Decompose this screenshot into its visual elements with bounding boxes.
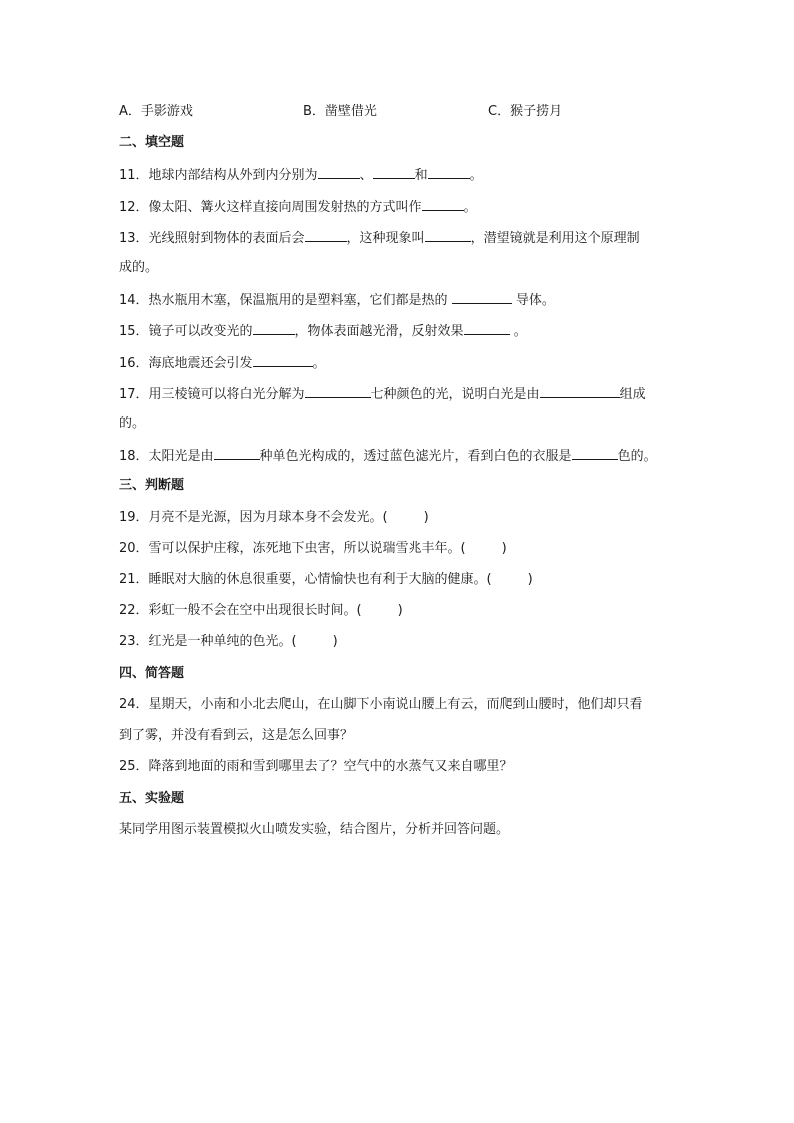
question-17-cont: 的。 [119, 416, 146, 431]
option-b: B．凿壁借光 [303, 104, 377, 119]
q21-text: 21．睡眠对大脑的休息很重要，心情愉快也有利于大脑的健康。( [119, 572, 492, 587]
q15-text: 15．镜子可以改变光的 [119, 324, 253, 339]
q15-end: 。 [509, 324, 527, 339]
answer-blank[interactable] [253, 354, 313, 367]
answer-blank[interactable] [305, 229, 347, 242]
q11-end: 。 [469, 168, 483, 183]
q23-close: ) [332, 634, 338, 649]
answer-blank[interactable] [253, 322, 295, 335]
option-c: C．猴子捞月 [488, 104, 563, 119]
answer-blank[interactable] [540, 385, 620, 398]
answer-blank[interactable] [428, 166, 470, 179]
section-title-short-answer: 四、简答题 [119, 666, 185, 681]
q17-mid: 七种颜色的光，说明白光是由 [370, 387, 540, 402]
q13-mid: ，这种现象叫 [346, 231, 425, 246]
question-17 [119, 385, 646, 403]
q16-end: 。 [312, 356, 326, 371]
question-14 [119, 291, 555, 309]
section-title-fill-in: 二、填空题 [119, 135, 185, 150]
question-13 [119, 229, 640, 247]
q17-post: 组成 [619, 387, 646, 402]
q20-close: ) [501, 541, 507, 556]
q23-text: 23．红光是一种单纯的色光。( [119, 634, 297, 649]
question-19 [119, 510, 429, 526]
q11-text: 11．地球内部结构从外到内分别为 [119, 168, 318, 183]
question-25: 25．降落到地面的雨和雪到哪里去了？空气中的水蒸气又来自哪里？ [119, 759, 513, 774]
section-title-experiment: 五、实验题 [119, 791, 185, 806]
question-13-cont: 成的。 [119, 260, 159, 275]
question-24-cont: 到了雾，并没有看到云，这是怎么回事？ [119, 728, 354, 743]
q13-post: ，潜望镜就是利用这个原理制 [470, 231, 640, 246]
q22-close: ) [397, 603, 403, 618]
question-15 [119, 322, 527, 340]
q18-mid: 种单色光构成的，透过蓝色滤光片，看到白色的衣服是 [259, 449, 572, 464]
question-12 [119, 198, 477, 216]
answer-blank[interactable] [572, 447, 618, 460]
answer-blank[interactable] [452, 291, 512, 304]
q13-text: 13．光线照射到物体的表面后会 [119, 231, 305, 246]
q11-sep2: 和 [414, 168, 428, 183]
q14-post: 导体。 [511, 293, 555, 308]
q14-text: 14．热水瓶用木塞，保温瓶用的是塑料塞，它们都是热的 [119, 293, 452, 308]
question-21 [119, 572, 533, 588]
answer-blank[interactable] [425, 229, 471, 242]
experiment-intro: 某同学用图示装置模拟火山喷发实验，结合图片，分析并回答问题。 [119, 822, 510, 837]
answer-blank[interactable] [214, 447, 260, 460]
answer-blank[interactable] [373, 166, 415, 179]
q21-close: ) [527, 572, 533, 587]
question-18 [119, 447, 657, 465]
q19-text: 19．月亮不是光源，因为月球本身不会发光。( [119, 510, 388, 525]
question-11 [119, 166, 483, 184]
q17-text: 17．用三棱镜可以将白光分解为 [119, 387, 305, 402]
q16-text: 16．海底地震还会引发 [119, 356, 253, 371]
q12-end: 。 [463, 200, 477, 215]
q20-text: 20．雪可以保护庄稼，冻死地下虫害，所以说瑞雪兆丰年。( [119, 541, 466, 556]
answer-blank[interactable] [305, 385, 371, 398]
question-20 [119, 541, 507, 557]
q19-close: ) [423, 510, 429, 525]
q12-text: 12．像太阳、篝火这样直接向周围发射热的方式叫作 [119, 200, 422, 215]
answer-blank[interactable] [318, 166, 360, 179]
section-title-true-false: 三、判断题 [119, 478, 185, 493]
answer-blank[interactable] [422, 198, 464, 211]
q22-text: 22．彩虹一般不会在空中出现很长时间。( [119, 603, 362, 618]
question-24: 24．星期天，小南和小北去爬山，在山脚下小南说山腰上有云，而爬到山腰时，他们却只看 [119, 697, 643, 712]
question-23 [119, 634, 338, 650]
answer-blank[interactable] [464, 322, 510, 335]
q18-end: 色的。 [617, 449, 657, 464]
question-22 [119, 603, 403, 619]
q15-mid: ，物体表面越光滑，反射效果 [294, 324, 464, 339]
q11-sep1: 、 [359, 168, 373, 183]
q18-text: 18．太阳光是由 [119, 449, 214, 464]
option-a: A．手影游戏 [119, 104, 193, 119]
question-16 [119, 354, 326, 372]
